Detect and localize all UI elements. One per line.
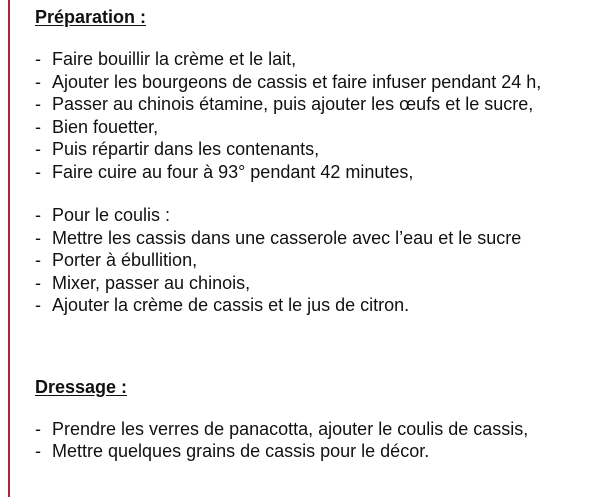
bullet-dash: - [35, 49, 41, 69]
spacer [35, 398, 595, 418]
list-item [35, 204, 595, 227]
list-item [35, 294, 595, 317]
coulis-steps-list [35, 204, 595, 317]
bullet-dash: - [35, 116, 41, 137]
dressage-steps-list [35, 418, 595, 463]
bullet-dash: - [35, 205, 41, 225]
step-text: Faire bouillir la crème et le lait, [52, 49, 297, 69]
preparation-steps-list [35, 48, 595, 183]
step-text: Pour le coulis : [52, 205, 171, 225]
bullet-dash: - [35, 441, 41, 461]
spacer [35, 317, 595, 376]
step-text: Mettre quelques grains de cassis pour le décor. [52, 441, 430, 461]
list-item [35, 227, 595, 250]
list-item [35, 272, 595, 295]
list-item [35, 48, 595, 71]
bullet-dash: - [35, 161, 41, 182]
bullet-dash: - [35, 250, 41, 270]
step-text: Prendre les verres de panacotta, ajouter le coulis de cassis, [52, 418, 529, 439]
bullet-dash: - [35, 227, 41, 248]
list-item [35, 249, 595, 272]
step-text: Ajouter la crème de cassis et le jus de citron. [52, 295, 410, 315]
bullet-dash: - [35, 272, 41, 293]
list-item [35, 71, 595, 94]
dressage-heading: Dressage : [35, 376, 128, 397]
bullet-dash: - [35, 295, 41, 315]
list-item [35, 116, 595, 139]
list-item [35, 93, 595, 116]
page-margin-line [8, 0, 10, 497]
step-text: Porter à ébullition, [52, 250, 198, 270]
step-text: Mixer, passer au chinois, [52, 272, 251, 293]
list-item [35, 440, 595, 463]
bullet-dash: - [35, 139, 41, 159]
list-item [35, 418, 595, 441]
preparation-heading: Préparation : [35, 7, 147, 27]
spacer [35, 28, 595, 48]
step-text: Passer au chinois étamine, puis ajouter les œufs et le sucre, [52, 94, 534, 114]
step-text: Puis répartir dans les contenants, [52, 139, 320, 159]
step-text: Faire cuire au four à 93° pendant 42 minutes, [52, 161, 414, 182]
recipe-document [35, 6, 595, 463]
step-text: Bien fouetter, [52, 116, 159, 137]
spacer [35, 183, 595, 204]
step-text: Mettre les cassis dans une casserole avec l’eau et le sucre [52, 227, 522, 248]
list-item [35, 161, 595, 184]
step-text: Ajouter les bourgeons de cassis et faire infuser pendant 24 h, [52, 71, 542, 92]
bullet-dash: - [35, 94, 41, 114]
list-item [35, 138, 595, 161]
bullet-dash: - [35, 418, 41, 439]
bullet-dash: - [35, 71, 41, 92]
